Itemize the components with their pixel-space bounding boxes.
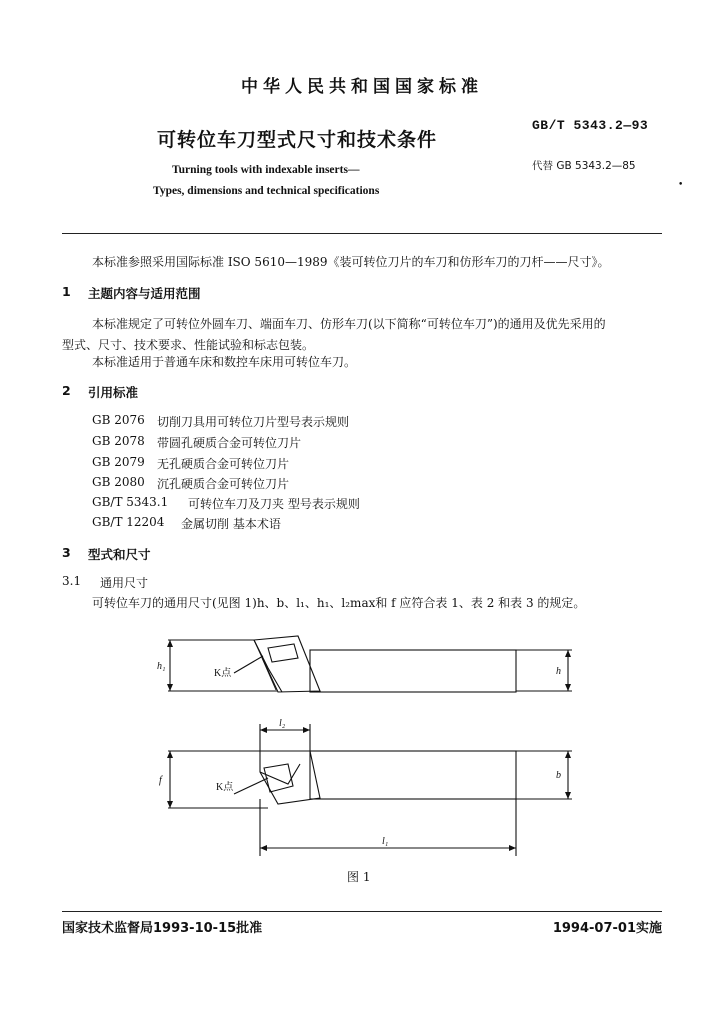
section-3-number: 3 (62, 545, 71, 560)
approval-line: 国家技术监督局1993-10-15批准 (62, 921, 263, 936)
ref-title: 无孔硬质合金可转位刀片 (157, 457, 290, 471)
footer-rule (62, 911, 662, 912)
shank-side-view (310, 650, 516, 692)
figure-1-drawing (150, 628, 590, 868)
header-rule (62, 233, 662, 234)
section-2-heading: 引用标准 (88, 385, 139, 400)
ref-code: GB 2079 (92, 455, 145, 469)
standard-title-en-line2: Types, dimensions and technical specifications (153, 185, 380, 197)
section-3-1-heading: 通用尺寸 (100, 576, 149, 590)
label-b: b (556, 770, 561, 781)
section-2-number: 2 (62, 383, 71, 398)
ref-code: GB/T 12204 (92, 515, 165, 529)
k-point-leader (234, 778, 268, 794)
ref-code: GB 2078 (92, 434, 145, 448)
scan-mark: • (678, 180, 684, 190)
ref-title: 沉孔硬质合金可转位刀片 (157, 477, 290, 491)
section-1-paragraph-line2: 型式、尺寸、技术要求、性能试验和标志包装。 (62, 338, 315, 352)
replaces-note: 代替 GB 5343.2—85 (532, 160, 636, 172)
ref-title: 金属切削 基本术语 (181, 517, 281, 531)
section-3-1-number: 3.1 (62, 574, 82, 588)
label-h1: h₁ (157, 661, 166, 672)
ref-code: GB 2080 (92, 475, 145, 489)
section-1-heading: 主题内容与适用范围 (88, 286, 201, 301)
k-point-leader (234, 656, 263, 673)
effective-date: 1994-07-01实施 (552, 921, 662, 936)
ref-title: 带圆孔硬质合金可转位刀片 (157, 436, 302, 450)
section-3-heading: 型式和尺寸 (88, 547, 151, 562)
standard-title-cn: 可转位车刀型式尺寸和技术条件 (157, 129, 438, 151)
standard-code: GB/T 5343.2—93 (532, 118, 649, 133)
standard-title-en-line1: Turning tools with indexable inserts— (172, 164, 360, 176)
figure-1 (150, 628, 590, 872)
label-h: h (556, 666, 561, 677)
tool-head-top-view (260, 751, 320, 804)
ref-code: GB/T 5343.1 (92, 495, 169, 509)
section-1-paragraph2: 本标准适用于普通车床和数控车床用可转位车刀。 (92, 355, 357, 369)
ref-code: GB 2076 (92, 413, 145, 427)
label-l1: l₁ (382, 836, 389, 847)
shank-top-view (310, 751, 516, 799)
label-k-point: K点 (216, 782, 234, 793)
label-l2: l₂ (279, 718, 286, 729)
label-k-point: K点 (214, 668, 232, 679)
national-standard-heading: 中华人民共和国国家标准 (241, 77, 483, 97)
section-1-number: 1 (62, 284, 71, 299)
ref-title: 可转位车刀及刀夹 型号表示规则 (188, 497, 360, 511)
section-1-paragraph-line1: 本标准规定了可转位外圆车刀、端面车刀、仿形车刀(以下简称“可转位车刀”)的通用及优先采用的 (92, 317, 606, 331)
label-f: f (159, 775, 162, 786)
insert-side-view (268, 644, 298, 662)
figure-caption: 图 1 (347, 870, 371, 884)
section-3-1-paragraph: 可转位车刀的通用尺寸(见图 1)h、b、l₁、h₁、l₂max和 f 应符合表 1、表 2 和表 3 的规定。 (92, 596, 586, 610)
ref-title: 切削刀具用可转位刀片型号表示规则 (157, 415, 350, 429)
intro-paragraph: 本标准参照采用国际标准 ISO 5610—1989《装可转位刀片的车刀和仿形车刀的刀杆——尺寸》。 (92, 255, 610, 269)
